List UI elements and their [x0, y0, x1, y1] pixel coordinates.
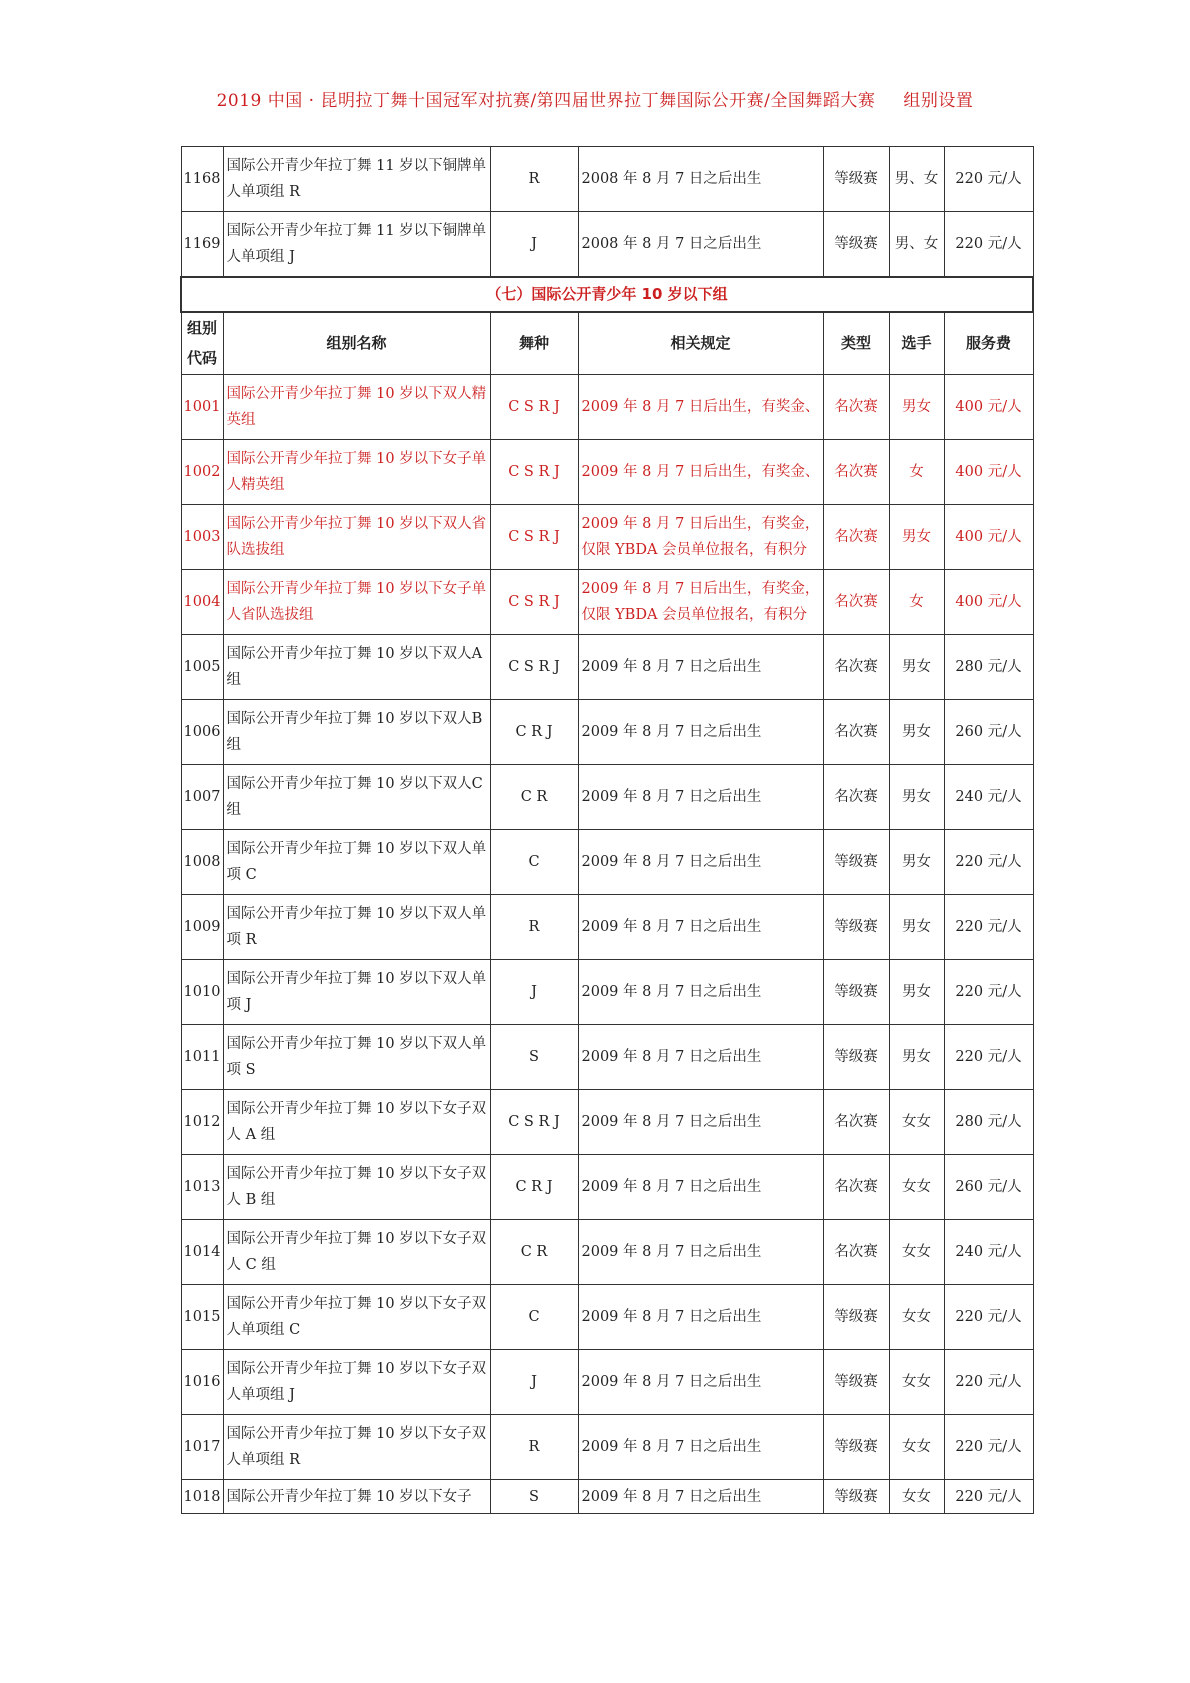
cell-code: 1168	[181, 147, 223, 212]
cell-dance: J	[490, 212, 578, 277]
cell-name: 国际公开青少年拉丁舞 10 岁以下双人单项 C	[223, 830, 490, 895]
cell-type: 名次赛	[823, 1155, 889, 1220]
cell-type: 等级赛	[823, 212, 889, 277]
table-row	[181, 440, 1033, 505]
cell-type: 等级赛	[823, 1025, 889, 1090]
cell-code: 1169	[181, 212, 223, 277]
cell-type: 等级赛	[823, 1480, 889, 1514]
cell-name: 国际公开青少年拉丁舞 10 岁以下女子双人 C 组	[223, 1220, 490, 1285]
cell-fee: 280 元/人	[944, 635, 1033, 700]
cell-name: 国际公开青少年拉丁舞 10 岁以下双人单项 J	[223, 960, 490, 1025]
cell-code: 1014	[181, 1220, 223, 1285]
cell-player: 男、女	[889, 147, 944, 212]
table-row	[181, 212, 1033, 277]
cell-dance: J	[490, 1350, 578, 1415]
column-header-code: 组别代码	[181, 312, 223, 375]
cell-rule: 2008 年 8 月 7 日之后出生	[578, 212, 823, 277]
cell-code: 1013	[181, 1155, 223, 1220]
cell-name: 国际公开青少年拉丁舞 10 岁以下双人省队选拔组	[223, 505, 490, 570]
section-title: （七）国际公开青少年 10 岁以下组	[181, 277, 1033, 312]
table-row	[181, 1285, 1033, 1350]
table-row	[181, 375, 1033, 440]
cell-fee: 220 元/人	[944, 830, 1033, 895]
cell-player: 女女	[889, 1090, 944, 1155]
table-row	[181, 765, 1033, 830]
page-title: 2019 中国 · 昆明拉丁舞十国冠军对抗赛/第四届世界拉丁舞国际公开赛/全国舞蹈大赛	[216, 91, 876, 111]
cell-dance: J	[490, 960, 578, 1025]
cell-dance: C R J	[490, 1155, 578, 1220]
cell-fee: 220 元/人	[944, 1025, 1033, 1090]
cell-fee: 240 元/人	[944, 765, 1033, 830]
cell-type: 名次赛	[823, 570, 889, 635]
cell-name: 国际公开青少年拉丁舞 10 岁以下女子双人 B 组	[223, 1155, 490, 1220]
table-row	[181, 700, 1033, 765]
cell-rule: 2009 年 8 月 7 日之后出生	[578, 895, 823, 960]
cell-dance: S	[490, 1025, 578, 1090]
cell-player: 女女	[889, 1220, 944, 1285]
table-row	[181, 570, 1033, 635]
cell-player: 男女	[889, 830, 944, 895]
cell-name: 国际公开青少年拉丁舞 10 岁以下双人单项 S	[223, 1025, 490, 1090]
cell-fee: 400 元/人	[944, 440, 1033, 505]
cell-type: 名次赛	[823, 375, 889, 440]
cell-rule: 2009 年 8 月 7 日后出生，有奖金、	[578, 440, 823, 505]
cell-type: 等级赛	[823, 147, 889, 212]
cell-player: 女女	[889, 1155, 944, 1220]
cell-code: 1017	[181, 1415, 223, 1480]
cell-name: 国际公开青少年拉丁舞 10 岁以下女子双人 A 组	[223, 1090, 490, 1155]
cell-code: 1001	[181, 375, 223, 440]
cell-name: 国际公开青少年拉丁舞 10 岁以下女子双人单项组 J	[223, 1350, 490, 1415]
cell-fee: 220 元/人	[944, 895, 1033, 960]
cell-player: 女女	[889, 1480, 944, 1514]
cell-rule: 2009 年 8 月 7 日之后出生	[578, 1480, 823, 1514]
table-row	[181, 1415, 1033, 1480]
cell-player: 男女	[889, 700, 944, 765]
cell-dance: C	[490, 1285, 578, 1350]
cell-fee: 400 元/人	[944, 375, 1033, 440]
cell-dance: C S R J	[490, 440, 578, 505]
table-row	[181, 1350, 1033, 1415]
cell-rule: 2009 年 8 月 7 日之后出生	[578, 1090, 823, 1155]
cell-code: 1018	[181, 1480, 223, 1514]
cell-fee: 260 元/人	[944, 1155, 1033, 1220]
table-row	[181, 635, 1033, 700]
cell-fee: 220 元/人	[944, 1350, 1033, 1415]
cell-rule: 2009 年 8 月 7 日之后出生	[578, 960, 823, 1025]
cell-type: 名次赛	[823, 505, 889, 570]
cell-type: 名次赛	[823, 765, 889, 830]
cell-rule: 2009 年 8 月 7 日之后出生	[578, 635, 823, 700]
column-header-fee: 服务费	[944, 312, 1033, 375]
column-header-row	[181, 312, 1033, 375]
cell-code: 1003	[181, 505, 223, 570]
cell-rule: 2009 年 8 月 7 日之后出生	[578, 1155, 823, 1220]
cell-name: 国际公开青少年拉丁舞 10 岁以下女子双人单项组 R	[223, 1415, 490, 1480]
cell-rule: 2009 年 8 月 7 日之后出生	[578, 700, 823, 765]
cell-fee: 260 元/人	[944, 700, 1033, 765]
cell-player: 男女	[889, 960, 944, 1025]
cell-name: 国际公开青少年拉丁舞 10 岁以下双人单项 R	[223, 895, 490, 960]
cell-name: 国际公开青少年拉丁舞 10 岁以下双人A 组	[223, 635, 490, 700]
cell-dance: C S R J	[490, 1090, 578, 1155]
cell-player: 男女	[889, 765, 944, 830]
column-header-rule: 相关规定	[578, 312, 823, 375]
cell-player: 女女	[889, 1415, 944, 1480]
cell-type: 名次赛	[823, 635, 889, 700]
cell-player: 男女	[889, 1025, 944, 1090]
cell-code: 1011	[181, 1025, 223, 1090]
cell-dance: C S R J	[490, 505, 578, 570]
cell-player: 女女	[889, 1350, 944, 1415]
cell-player: 男、女	[889, 212, 944, 277]
cell-code: 1009	[181, 895, 223, 960]
cell-code: 1005	[181, 635, 223, 700]
cell-fee: 280 元/人	[944, 1090, 1033, 1155]
cell-rule: 2009 年 8 月 7 日后出生，有奖金，仅限 YBDA 会员单位报名，有积分	[578, 505, 823, 570]
cell-type: 等级赛	[823, 1285, 889, 1350]
cell-dance: S	[490, 1480, 578, 1514]
cell-fee: 220 元/人	[944, 1480, 1033, 1514]
cell-rule: 2009 年 8 月 7 日之后出生	[578, 1285, 823, 1350]
cell-code: 1006	[181, 700, 223, 765]
cell-dance: R	[490, 895, 578, 960]
table-row	[181, 505, 1033, 570]
section-row	[181, 277, 1033, 312]
cell-fee: 220 元/人	[944, 1415, 1033, 1480]
table-row	[181, 960, 1033, 1025]
cell-rule: 2009 年 8 月 7 日后出生，有奖金，仅限 YBDA 会员单位报名，有积分	[578, 570, 823, 635]
cell-name: 国际公开青少年拉丁舞 10 岁以下女子双人单项组 C	[223, 1285, 490, 1350]
cell-code: 1008	[181, 830, 223, 895]
cell-dance: C	[490, 830, 578, 895]
cell-player: 女女	[889, 1285, 944, 1350]
cell-name: 国际公开青少年拉丁舞 10 岁以下双人B 组	[223, 700, 490, 765]
cell-fee: 220 元/人	[944, 960, 1033, 1025]
cell-rule: 2009 年 8 月 7 日之后出生	[578, 765, 823, 830]
table-row	[181, 1025, 1033, 1090]
cell-player: 女	[889, 570, 944, 635]
cell-fee: 220 元/人	[944, 212, 1033, 277]
cell-dance: R	[490, 1415, 578, 1480]
group-table	[180, 146, 1034, 1514]
cell-dance: C S R J	[490, 635, 578, 700]
cell-dance: C S R J	[490, 570, 578, 635]
cell-name: 国际公开青少年拉丁舞 10 岁以下双人精英组	[223, 375, 490, 440]
table-row	[181, 1220, 1033, 1285]
cell-dance: C R	[490, 765, 578, 830]
cell-name: 国际公开青少年拉丁舞 10 岁以下女子单人精英组	[223, 440, 490, 505]
cell-rule: 2008 年 8 月 7 日之后出生	[578, 147, 823, 212]
column-header-type: 类型	[823, 312, 889, 375]
cell-fee: 400 元/人	[944, 505, 1033, 570]
cell-name: 国际公开青少年拉丁舞 11 岁以下铜牌单人单项组 R	[223, 147, 490, 212]
table-row	[181, 147, 1033, 212]
table-row	[181, 1155, 1033, 1220]
cell-rule: 2009 年 8 月 7 日之后出生	[578, 1220, 823, 1285]
cell-name: 国际公开青少年拉丁舞 11 岁以下铜牌单人单项组 J	[223, 212, 490, 277]
cell-dance: R	[490, 147, 578, 212]
table-row	[181, 1480, 1033, 1514]
table-row	[181, 895, 1033, 960]
column-header-player: 选手	[889, 312, 944, 375]
cell-player: 男女	[889, 505, 944, 570]
cell-dance: C R J	[490, 700, 578, 765]
cell-type: 等级赛	[823, 895, 889, 960]
cell-name: 国际公开青少年拉丁舞 10 岁以下女子单人省队选拔组	[223, 570, 490, 635]
cell-code: 1010	[181, 960, 223, 1025]
table-row	[181, 830, 1033, 895]
cell-fee: 220 元/人	[944, 147, 1033, 212]
cell-type: 等级赛	[823, 960, 889, 1025]
page-header	[0, 86, 1190, 111]
column-header-dance: 舞种	[490, 312, 578, 375]
cell-code: 1016	[181, 1350, 223, 1415]
cell-type: 名次赛	[823, 700, 889, 765]
cell-code: 1015	[181, 1285, 223, 1350]
cell-code: 1004	[181, 570, 223, 635]
cell-name: 国际公开青少年拉丁舞 10 岁以下女子	[223, 1480, 490, 1514]
cell-code: 1002	[181, 440, 223, 505]
cell-type: 等级赛	[823, 830, 889, 895]
cell-fee: 400 元/人	[944, 570, 1033, 635]
cell-rule: 2009 年 8 月 7 日后出生，有奖金、	[578, 375, 823, 440]
cell-code: 1012	[181, 1090, 223, 1155]
cell-player: 男女	[889, 375, 944, 440]
table-row	[181, 1090, 1033, 1155]
cell-rule: 2009 年 8 月 7 日之后出生	[578, 830, 823, 895]
cell-fee: 220 元/人	[944, 1285, 1033, 1350]
cell-rule: 2009 年 8 月 7 日之后出生	[578, 1350, 823, 1415]
cell-type: 名次赛	[823, 440, 889, 505]
cell-type: 名次赛	[823, 1220, 889, 1285]
cell-dance: C R	[490, 1220, 578, 1285]
cell-player: 女	[889, 440, 944, 505]
cell-player: 男女	[889, 635, 944, 700]
cell-fee: 240 元/人	[944, 1220, 1033, 1285]
group-table-body	[181, 147, 1033, 1514]
cell-rule: 2009 年 8 月 7 日之后出生	[578, 1025, 823, 1090]
cell-player: 男女	[889, 895, 944, 960]
cell-type: 等级赛	[823, 1415, 889, 1480]
cell-rule: 2009 年 8 月 7 日之后出生	[578, 1415, 823, 1480]
page-subtitle: 组别设置	[903, 91, 974, 111]
cell-type: 名次赛	[823, 1090, 889, 1155]
column-header-name: 组别名称	[223, 312, 490, 375]
cell-type: 等级赛	[823, 1350, 889, 1415]
cell-dance: C S R J	[490, 375, 578, 440]
cell-code: 1007	[181, 765, 223, 830]
cell-name: 国际公开青少年拉丁舞 10 岁以下双人C 组	[223, 765, 490, 830]
